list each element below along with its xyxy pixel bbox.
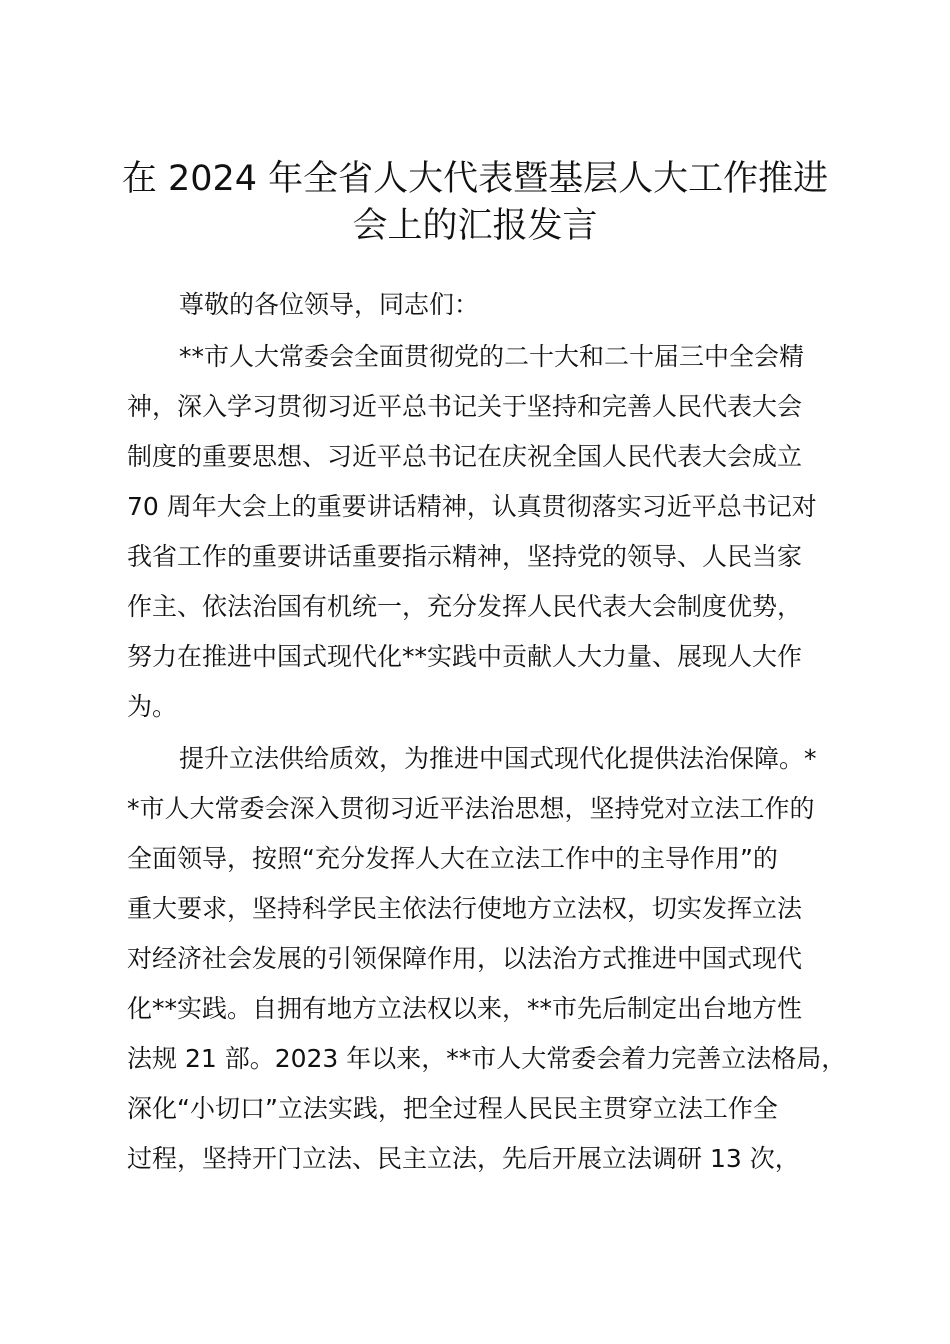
document-title	[110, 156, 840, 250]
paragraph-line: 制度的重要思想、习近平总书记在庆祝全国人民代表大会成立	[127, 442, 803, 471]
salutation: 尊敬的各位领导，同志们：	[179, 290, 480, 319]
paragraph-line: 重大要求，坚持科学民主依法行使地方立法权，切实发挥立法	[127, 894, 803, 923]
document-body	[127, 280, 857, 1184]
paragraph-line: 神，深入学习贯彻习近平总书记关于坚持和完善人民代表大会	[127, 392, 803, 421]
paragraph-line: 努力在推进中国式现代化**实践中贡献人大力量、展现人大作	[127, 642, 803, 671]
paragraph-line: *市人大常委会深入贯彻习近平法治思想，坚持党对立法工作的	[127, 794, 815, 823]
paragraph-line: **市人大常委会全面贯彻党的二十大和二十届三中全会精	[179, 342, 805, 371]
paragraph-line: 70 周年大会上的重要讲话精神，认真贯彻落实习近平总书记对	[127, 492, 817, 521]
paragraph-line: 法规 21 部。2023 年以来，**市人大常委会着力完善立法格局，	[127, 1044, 847, 1073]
paragraph-line: 过程，坚持开门立法、民主立法，先后开展立法调研 13 次，	[127, 1144, 800, 1173]
paragraph-line: 化**实践。自拥有地方立法权以来，**市先后制定出台地方性	[127, 994, 803, 1023]
paragraph-line: 全面领导，按照“充分发挥人大在立法工作中的主导作用”的	[127, 844, 778, 873]
title-line-1: 在 2024 年全省人大代表暨基层人大工作推进	[121, 159, 829, 199]
paragraph-line: 为。	[127, 692, 178, 721]
paragraph-line: 对经济社会发展的引领保障作用，以法治方式推进中国式现代	[127, 944, 803, 973]
paragraph-line: 我省工作的重要讲话重要指示精神，坚持党的领导、人民当家	[127, 542, 803, 571]
paragraph-1	[127, 332, 857, 732]
title-line-2: 会上的汇报发言	[352, 206, 598, 246]
paragraph-line: 提升立法供给质效，为推进中国式现代化提供法治保障。*	[179, 744, 817, 773]
paragraph-line: 深化“小切口”立法实践，把全过程人民民主贯穿立法工作全	[127, 1094, 778, 1123]
paragraph-line: 作主、依法治国有机统一，充分发挥人民代表大会制度优势，	[127, 592, 803, 621]
paragraph-2	[127, 734, 857, 1184]
